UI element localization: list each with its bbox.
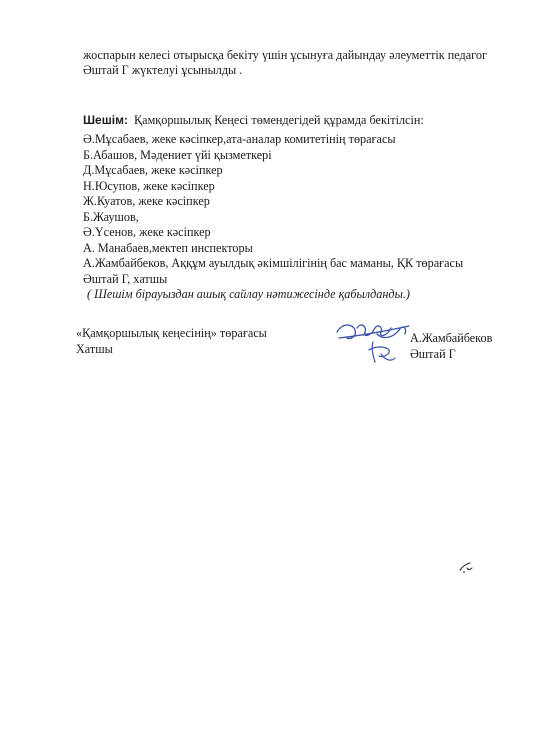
intro-paragraph bbox=[83, 48, 523, 78]
member-item: А. Манабаев,мектеп инспекторы bbox=[83, 240, 253, 255]
member-item: Н.Юсупов, жеке кәсіпкер bbox=[83, 178, 215, 193]
member-item: А.Жамбайбеков, Аққұм ауылдық әкімшілігінің бас маманы, ҚК төрағасы bbox=[83, 256, 464, 270]
decision-label: Шешім: bbox=[83, 113, 128, 127]
member-list bbox=[83, 132, 523, 303]
intro-line: жоспарын келесі отырысқа бекіту үшін ұсынуға дайындау әлеуметтік педагог bbox=[83, 48, 487, 62]
secretary-label: Хатшы bbox=[76, 342, 113, 356]
member-item: Б.Жаушов, bbox=[83, 209, 139, 224]
member-item: Б.Абашов, Мәдениет үйі қызметкері bbox=[83, 147, 272, 162]
decision-text: Қамқоршылық Кеңесі төмендегідей құрамда бекітілсін: bbox=[134, 113, 424, 127]
member-item: Ә.Мұсабаев, жеке кәсіпкер,ата-аналар комитетінің төрағасы bbox=[83, 132, 396, 146]
decision-heading bbox=[83, 113, 523, 128]
ink-mark bbox=[458, 560, 474, 574]
handwritten-signature bbox=[333, 318, 413, 370]
intro-line: Әштай Г жүктелуі ұсынылды . bbox=[83, 63, 243, 77]
member-item: Әштай Г, хатшы bbox=[83, 271, 168, 286]
chair-label: «Қамқоршылық кеңесінің» төрағасы bbox=[76, 326, 267, 340]
chair-name: А.Жамбайбеков bbox=[410, 331, 493, 345]
member-item: Д.Мұсабаев, жеке кәсіпкер bbox=[83, 163, 223, 177]
secretary-name: Әштай Г bbox=[410, 347, 456, 361]
member-item: Ә.Үсенов, жеке кәсіпкер bbox=[83, 225, 211, 239]
member-item: Ж.Куатов, жеке кәсіпкер bbox=[83, 194, 210, 208]
decision-note: ( Шешім бірауыздан ашық сайлау нәтижесінде қабылданды.) bbox=[87, 287, 410, 301]
